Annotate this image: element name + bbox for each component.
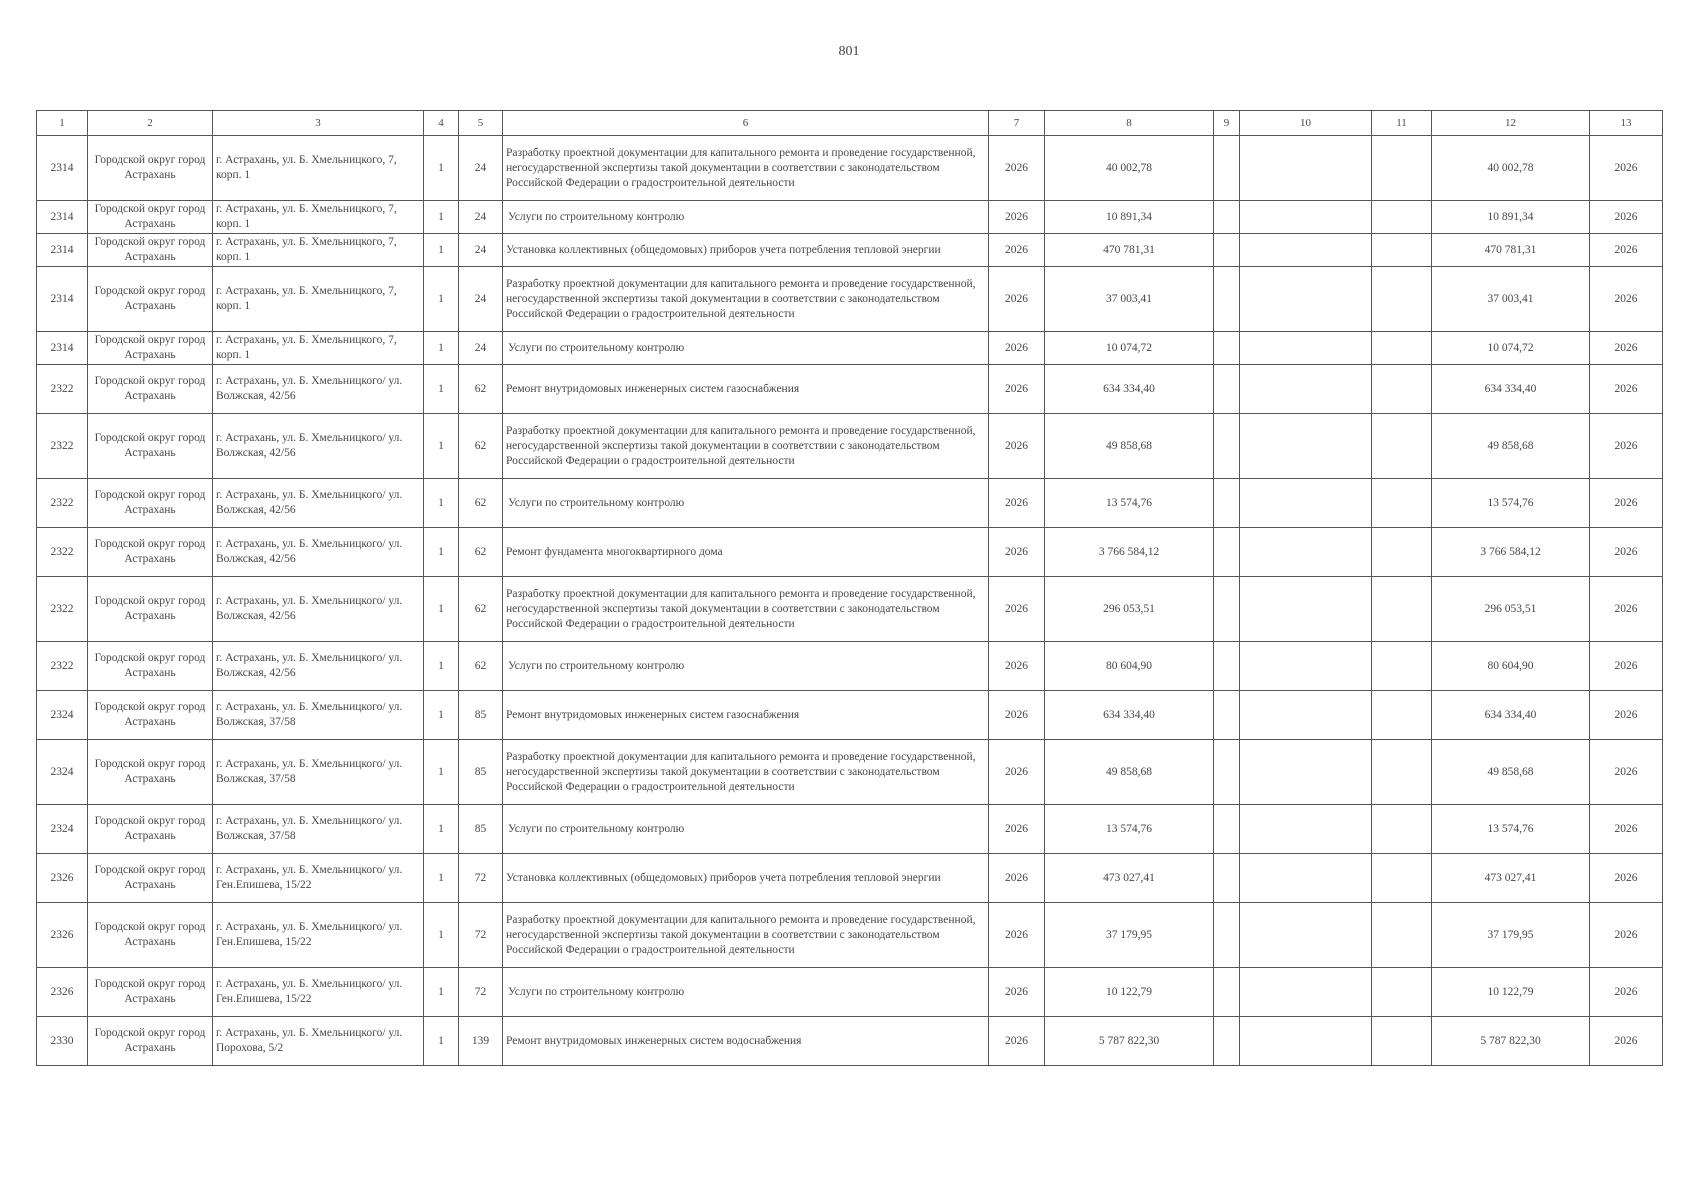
year: 2026 <box>989 1017 1045 1066</box>
col-header-6: 6 <box>503 111 989 136</box>
col-10-value <box>1240 903 1372 968</box>
col-4-value: 1 <box>424 854 459 903</box>
col-10-value <box>1240 1017 1372 1066</box>
cost-total: 10 891,34 <box>1045 201 1214 234</box>
year: 2026 <box>989 414 1045 479</box>
row-number: 2314 <box>37 136 88 201</box>
table-row <box>37 805 1663 854</box>
year: 2026 <box>989 903 1045 968</box>
col-9-value <box>1214 903 1240 968</box>
cost-total: 473 027,41 <box>1045 854 1214 903</box>
col-11-value <box>1372 365 1432 414</box>
table-row <box>37 332 1663 365</box>
cost-funds: 10 891,34 <box>1432 201 1590 234</box>
year: 2026 <box>989 365 1045 414</box>
col-4-value: 1 <box>424 332 459 365</box>
row-number: 2326 <box>37 903 88 968</box>
col-header-8: 8 <box>1045 111 1214 136</box>
col-9-value <box>1214 968 1240 1017</box>
cost-total: 634 334,40 <box>1045 691 1214 740</box>
year: 2026 <box>989 805 1045 854</box>
col-10-value <box>1240 201 1372 234</box>
row-number: 2324 <box>37 691 88 740</box>
cost-funds: 3 766 584,12 <box>1432 528 1590 577</box>
col-5-value: 139 <box>459 1017 503 1066</box>
col-5-value: 62 <box>459 528 503 577</box>
cost-funds: 5 787 822,30 <box>1432 1017 1590 1066</box>
municipality: Городской округ город Астрахань <box>88 414 213 479</box>
table-row <box>37 414 1663 479</box>
col-10-value <box>1240 414 1372 479</box>
work-type: Ремонт внутридомовых инженерных систем газоснабжения <box>503 691 989 740</box>
col-11-value <box>1372 577 1432 642</box>
year: 2026 <box>989 332 1045 365</box>
year: 2026 <box>989 691 1045 740</box>
table-row <box>37 528 1663 577</box>
col-10-value <box>1240 136 1372 201</box>
work-type: Ремонт внутридомовых инженерных систем газоснабжения <box>503 365 989 414</box>
work-type: Услуги по строительному контролю <box>503 479 989 528</box>
table-row <box>37 234 1663 267</box>
col-9-value <box>1214 854 1240 903</box>
col-4-value: 1 <box>424 805 459 854</box>
year-end: 2026 <box>1590 479 1663 528</box>
year-end: 2026 <box>1590 740 1663 805</box>
col-10-value <box>1240 691 1372 740</box>
cost-total: 5 787 822,30 <box>1045 1017 1214 1066</box>
row-number: 2322 <box>37 479 88 528</box>
col-9-value <box>1214 642 1240 691</box>
col-4-value: 1 <box>424 577 459 642</box>
col-5-value: 85 <box>459 805 503 854</box>
col-10-value <box>1240 528 1372 577</box>
col-9-value <box>1214 528 1240 577</box>
col-9-value <box>1214 365 1240 414</box>
cost-total: 37 003,41 <box>1045 267 1214 332</box>
col-header-9: 9 <box>1214 111 1240 136</box>
address: г. Астрахань, ул. Б. Хмельницкого/ ул. Волжская, 37/58 <box>213 805 424 854</box>
col-5-value: 62 <box>459 414 503 479</box>
col-10-value <box>1240 234 1372 267</box>
cost-funds: 634 334,40 <box>1432 691 1590 740</box>
table-row <box>37 479 1663 528</box>
row-number: 2322 <box>37 528 88 577</box>
row-number: 2326 <box>37 968 88 1017</box>
year-end: 2026 <box>1590 414 1663 479</box>
work-type: Услуги по строительному контролю <box>503 332 989 365</box>
row-number: 2314 <box>37 332 88 365</box>
col-11-value <box>1372 332 1432 365</box>
cost-total: 37 179,95 <box>1045 903 1214 968</box>
address: г. Астрахань, ул. Б. Хмельницкого, 7, корп. 1 <box>213 332 424 365</box>
col-11-value <box>1372 267 1432 332</box>
col-9-value <box>1214 234 1240 267</box>
year-end: 2026 <box>1590 201 1663 234</box>
municipality: Городской округ город Астрахань <box>88 805 213 854</box>
col-4-value: 1 <box>424 528 459 577</box>
col-10-value <box>1240 642 1372 691</box>
cost-funds: 10 074,72 <box>1432 332 1590 365</box>
cost-total: 3 766 584,12 <box>1045 528 1214 577</box>
col-9-value <box>1214 577 1240 642</box>
col-4-value: 1 <box>424 642 459 691</box>
col-10-value <box>1240 267 1372 332</box>
col-header-13: 13 <box>1590 111 1663 136</box>
col-4-value: 1 <box>424 1017 459 1066</box>
table-row <box>37 1017 1663 1066</box>
col-9-value <box>1214 479 1240 528</box>
col-5-value: 72 <box>459 903 503 968</box>
address: г. Астрахань, ул. Б. Хмельницкого, 7, корп. 1 <box>213 201 424 234</box>
row-number: 2322 <box>37 414 88 479</box>
col-9-value <box>1214 201 1240 234</box>
year: 2026 <box>989 234 1045 267</box>
address: г. Астрахань, ул. Б. Хмельницкого/ ул. Волжская, 42/56 <box>213 479 424 528</box>
col-9-value <box>1214 691 1240 740</box>
year: 2026 <box>989 854 1045 903</box>
municipality: Городской округ город Астрахань <box>88 365 213 414</box>
row-number: 2322 <box>37 642 88 691</box>
work-type: Ремонт внутридомовых инженерных систем водоснабжения <box>503 1017 989 1066</box>
cost-funds: 473 027,41 <box>1432 854 1590 903</box>
col-11-value <box>1372 805 1432 854</box>
row-number: 2326 <box>37 854 88 903</box>
work-type: Ремонт фундамента многоквартирного дома <box>503 528 989 577</box>
col-11-value <box>1372 201 1432 234</box>
work-type: Услуги по строительному контролю <box>503 968 989 1017</box>
col-11-value <box>1372 136 1432 201</box>
cost-funds: 296 053,51 <box>1432 577 1590 642</box>
work-type: Установка коллективных (общедомовых) приборов учета потребления тепловой энергии <box>503 234 989 267</box>
cost-funds: 634 334,40 <box>1432 365 1590 414</box>
municipality: Городской округ город Астрахань <box>88 136 213 201</box>
col-9-value <box>1214 805 1240 854</box>
year: 2026 <box>989 577 1045 642</box>
municipality: Городской округ город Астрахань <box>88 267 213 332</box>
col-9-value <box>1214 740 1240 805</box>
year-end: 2026 <box>1590 1017 1663 1066</box>
table-row <box>37 577 1663 642</box>
table-row <box>37 201 1663 234</box>
municipality: Городской округ город Астрахань <box>88 577 213 642</box>
col-11-value <box>1372 740 1432 805</box>
row-number: 2324 <box>37 805 88 854</box>
work-type: Услуги по строительному контролю <box>503 642 989 691</box>
address: г. Астрахань, ул. Б. Хмельницкого/ ул. Волжская, 42/56 <box>213 642 424 691</box>
year-end: 2026 <box>1590 332 1663 365</box>
address: г. Астрахань, ул. Б. Хмельницкого/ ул. Ген.Епишева, 15/22 <box>213 968 424 1017</box>
col-header-11: 11 <box>1372 111 1432 136</box>
municipality: Городской округ город Астрахань <box>88 903 213 968</box>
header-row <box>37 111 1663 136</box>
year: 2026 <box>989 528 1045 577</box>
col-9-value <box>1214 1017 1240 1066</box>
col-header-10: 10 <box>1240 111 1372 136</box>
col-11-value <box>1372 479 1432 528</box>
col-5-value: 62 <box>459 479 503 528</box>
work-type: Разработку проектной документации для капитального ремонта и проведение государственной, негосударственной экспертизы такой документации в соответствии с законодательством Российской Федерации о градостроительной деятельности <box>503 903 989 968</box>
col-11-value <box>1372 903 1432 968</box>
col-4-value: 1 <box>424 414 459 479</box>
work-type: Услуги по строительному контролю <box>503 805 989 854</box>
col-10-value <box>1240 854 1372 903</box>
municipality: Городской округ город Астрахань <box>88 234 213 267</box>
address: г. Астрахань, ул. Б. Хмельницкого/ ул. Ген.Епишева, 15/22 <box>213 903 424 968</box>
col-11-value <box>1372 234 1432 267</box>
municipality: Городской округ город Астрахань <box>88 332 213 365</box>
municipality: Городской округ город Астрахань <box>88 479 213 528</box>
address: г. Астрахань, ул. Б. Хмельницкого/ ул. Волжская, 37/58 <box>213 691 424 740</box>
row-number: 2322 <box>37 365 88 414</box>
address: г. Астрахань, ул. Б. Хмельницкого/ ул. Волжская, 42/56 <box>213 365 424 414</box>
table-row <box>37 642 1663 691</box>
address: г. Астрахань, ул. Б. Хмельницкого/ ул. Порохова, 5/2 <box>213 1017 424 1066</box>
col-4-value: 1 <box>424 136 459 201</box>
col-header-2: 2 <box>88 111 213 136</box>
year: 2026 <box>989 968 1045 1017</box>
year-end: 2026 <box>1590 691 1663 740</box>
col-4-value: 1 <box>424 740 459 805</box>
row-number: 2322 <box>37 577 88 642</box>
municipality: Городской округ город Астрахань <box>88 740 213 805</box>
municipality: Городской округ город Астрахань <box>88 968 213 1017</box>
col-5-value: 72 <box>459 968 503 1017</box>
cost-funds: 49 858,68 <box>1432 740 1590 805</box>
col-5-value: 24 <box>459 201 503 234</box>
table-row <box>37 854 1663 903</box>
work-type: Разработку проектной документации для капитального ремонта и проведение государственной, негосударственной экспертизы такой документации в соответствии с законодательством Российской Федерации о градостроительной деятельности <box>503 414 989 479</box>
col-5-value: 85 <box>459 691 503 740</box>
col-11-value <box>1372 1017 1432 1066</box>
cost-total: 296 053,51 <box>1045 577 1214 642</box>
year-end: 2026 <box>1590 642 1663 691</box>
cost-total: 49 858,68 <box>1045 740 1214 805</box>
col-5-value: 72 <box>459 854 503 903</box>
address: г. Астрахань, ул. Б. Хмельницкого/ ул. Волжская, 42/56 <box>213 414 424 479</box>
cost-total: 13 574,76 <box>1045 479 1214 528</box>
year: 2026 <box>989 642 1045 691</box>
col-9-value <box>1214 267 1240 332</box>
table-row <box>37 691 1663 740</box>
year-end: 2026 <box>1590 267 1663 332</box>
col-5-value: 85 <box>459 740 503 805</box>
address: г. Астрахань, ул. Б. Хмельницкого, 7, корп. 1 <box>213 267 424 332</box>
municipality: Городской округ город Астрахань <box>88 1017 213 1066</box>
municipality: Городской округ город Астрахань <box>88 854 213 903</box>
col-header-12: 12 <box>1432 111 1590 136</box>
cost-funds: 40 002,78 <box>1432 136 1590 201</box>
address: г. Астрахань, ул. Б. Хмельницкого/ ул. Волжская, 42/56 <box>213 528 424 577</box>
address: г. Астрахань, ул. Б. Хмельницкого/ ул. Волжская, 37/58 <box>213 740 424 805</box>
col-11-value <box>1372 691 1432 740</box>
address: г. Астрахань, ул. Б. Хмельницкого/ ул. Волжская, 42/56 <box>213 577 424 642</box>
col-4-value: 1 <box>424 234 459 267</box>
year: 2026 <box>989 136 1045 201</box>
year-end: 2026 <box>1590 365 1663 414</box>
year-end: 2026 <box>1590 136 1663 201</box>
address: г. Астрахань, ул. Б. Хмельницкого, 7, корп. 1 <box>213 234 424 267</box>
work-type: Разработку проектной документации для капитального ремонта и проведение государственной, негосударственной экспертизы такой документации в соответствии с законодательством Российской Федерации о градостроительной деятельности <box>503 577 989 642</box>
cost-funds: 37 003,41 <box>1432 267 1590 332</box>
cost-total: 49 858,68 <box>1045 414 1214 479</box>
col-4-value: 1 <box>424 479 459 528</box>
year-end: 2026 <box>1590 528 1663 577</box>
col-5-value: 24 <box>459 332 503 365</box>
cost-funds: 13 574,76 <box>1432 805 1590 854</box>
year: 2026 <box>989 479 1045 528</box>
col-4-value: 1 <box>424 201 459 234</box>
col-9-value <box>1214 414 1240 479</box>
cost-total: 13 574,76 <box>1045 805 1214 854</box>
col-5-value: 24 <box>459 267 503 332</box>
cost-total: 634 334,40 <box>1045 365 1214 414</box>
year: 2026 <box>989 201 1045 234</box>
table-row <box>37 365 1663 414</box>
capital-repair-table <box>36 110 1663 1066</box>
year-end: 2026 <box>1590 577 1663 642</box>
col-10-value <box>1240 479 1372 528</box>
address: г. Астрахань, ул. Б. Хмельницкого, 7, корп. 1 <box>213 136 424 201</box>
year-end: 2026 <box>1590 234 1663 267</box>
col-5-value: 62 <box>459 365 503 414</box>
col-header-4: 4 <box>424 111 459 136</box>
row-number: 2314 <box>37 234 88 267</box>
cost-funds: 80 604,90 <box>1432 642 1590 691</box>
col-10-value <box>1240 968 1372 1017</box>
year: 2026 <box>989 267 1045 332</box>
col-5-value: 24 <box>459 136 503 201</box>
row-number: 2314 <box>37 201 88 234</box>
year-end: 2026 <box>1590 854 1663 903</box>
cost-total: 10 122,79 <box>1045 968 1214 1017</box>
table-row <box>37 267 1663 332</box>
municipality: Городской округ город Астрахань <box>88 691 213 740</box>
work-type: Услуги по строительному контролю <box>503 201 989 234</box>
col-11-value <box>1372 414 1432 479</box>
municipality: Городской округ город Астрахань <box>88 642 213 691</box>
col-header-1: 1 <box>37 111 88 136</box>
year: 2026 <box>989 740 1045 805</box>
address: г. Астрахань, ул. Б. Хмельницкого/ ул. Ген.Епишева, 15/22 <box>213 854 424 903</box>
col-10-value <box>1240 332 1372 365</box>
col-11-value <box>1372 854 1432 903</box>
col-11-value <box>1372 642 1432 691</box>
col-9-value <box>1214 332 1240 365</box>
col-11-value <box>1372 528 1432 577</box>
cost-total: 40 002,78 <box>1045 136 1214 201</box>
row-number: 2314 <box>37 267 88 332</box>
col-10-value <box>1240 805 1372 854</box>
cost-total: 470 781,31 <box>1045 234 1214 267</box>
year-end: 2026 <box>1590 903 1663 968</box>
row-number: 2324 <box>37 740 88 805</box>
cost-funds: 13 574,76 <box>1432 479 1590 528</box>
col-4-value: 1 <box>424 365 459 414</box>
year-end: 2026 <box>1590 805 1663 854</box>
col-11-value <box>1372 968 1432 1017</box>
cost-funds: 37 179,95 <box>1432 903 1590 968</box>
col-10-value <box>1240 577 1372 642</box>
table-row <box>37 136 1663 201</box>
cost-total: 80 604,90 <box>1045 642 1214 691</box>
table-row <box>37 968 1663 1017</box>
page-number: 801 <box>838 44 860 59</box>
work-type: Разработку проектной документации для капитального ремонта и проведение государственной, негосударственной экспертизы такой документации в соответствии с законодательством Российской Федерации о градостроительной деятельности <box>503 740 989 805</box>
cost-funds: 470 781,31 <box>1432 234 1590 267</box>
work-type: Разработку проектной документации для капитального ремонта и проведение государственной, негосударственной экспертизы такой документации в соответствии с законодательством Российской Федерации о градостроительной деятельности <box>503 136 989 201</box>
col-10-value <box>1240 740 1372 805</box>
cost-funds: 10 122,79 <box>1432 968 1590 1017</box>
row-number: 2330 <box>37 1017 88 1066</box>
municipality: Городской округ город Астрахань <box>88 528 213 577</box>
table-row <box>37 740 1663 805</box>
col-4-value: 1 <box>424 968 459 1017</box>
municipality: Городской округ город Астрахань <box>88 201 213 234</box>
work-type: Установка коллективных (общедомовых) приборов учета потребления тепловой энергии <box>503 854 989 903</box>
col-4-value: 1 <box>424 691 459 740</box>
year-end: 2026 <box>1590 968 1663 1017</box>
cost-total: 10 074,72 <box>1045 332 1214 365</box>
work-type: Разработку проектной документации для капитального ремонта и проведение государственной, негосударственной экспертизы такой документации в соответствии с законодательством Российской Федерации о градостроительной деятельности <box>503 267 989 332</box>
col-header-5: 5 <box>459 111 503 136</box>
col-4-value: 1 <box>424 267 459 332</box>
table-row <box>37 903 1663 968</box>
col-5-value: 24 <box>459 234 503 267</box>
col-5-value: 62 <box>459 577 503 642</box>
col-9-value <box>1214 136 1240 201</box>
col-header-3: 3 <box>213 111 424 136</box>
cost-funds: 49 858,68 <box>1432 414 1590 479</box>
col-10-value <box>1240 365 1372 414</box>
col-4-value: 1 <box>424 903 459 968</box>
col-header-7: 7 <box>989 111 1045 136</box>
col-5-value: 62 <box>459 642 503 691</box>
